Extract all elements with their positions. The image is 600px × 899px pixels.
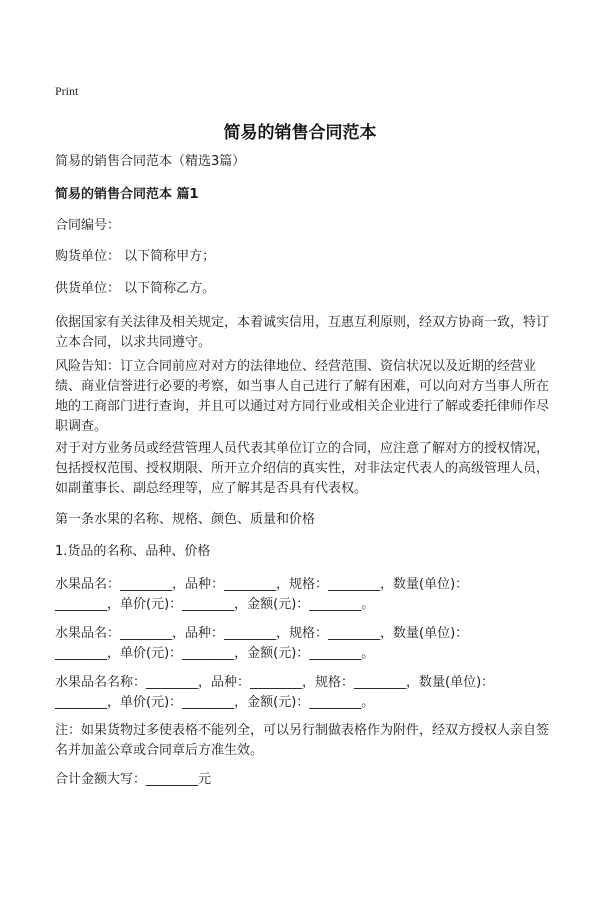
article-1-heading: 第一条水果的名称、规格、颜色、质量和价格 [55, 512, 316, 527]
paragraph-intro: 依据国家有关法律及相关规定，本着诚实信用，互惠互利原则，经双方协商一致，特订立本合同，以求共同遵守。 [55, 315, 550, 350]
fruit-row-1-line-2: ________，单价(元)：________，金额(元)：________。 [55, 597, 375, 612]
section-heading: 简易的销售合同范本 篇1 [55, 187, 199, 202]
fruit-row-1-line-1: 水果品名：________，品种：________，规格：________，数量(单位)： [55, 577, 469, 592]
buyer-line: 购货单位： 以下简称甲方； [55, 249, 216, 264]
paragraph-agent: 对于对方业务员或经营管理人员代表其单位订立的合同，应注意了解对方的授权情况，包括授权范围、授权期限、所开立介绍信的真实性，对非法定代表人的高级管理人员，如副董事长、副总经理等，应了解其是否具有代表权。 [55, 441, 550, 496]
print-label: Print [55, 84, 79, 98]
fruit-row-3-line-1: 水果品名名称：________，品种：________，规格：________，数量(单位)： [55, 675, 495, 690]
paragraph-risk: 风险告知：订立合同前应对对方的法律地位、经营范围、资信状况以及近期的经营业绩、商业信誉进行必要的考察，如当事人自己进行了解有困难，可以向对方当事人所在地的工商部门进行查询，并且可以通过对方同行业或相关企业进行了解或委托律师作尽职调查。 [55, 359, 550, 434]
item-1-heading: 1.货品的名称、品种、价格 [55, 544, 211, 559]
note-paragraph: 注：如果货物过多使表格不能列全，可以另行制做表格作为附件，经双方授权人亲自签名并加盖公章或合同章后方准生效。 [55, 723, 550, 758]
fruit-row-2-line-1: 水果品名：________，品种：________，规格：________，数量(单位)： [55, 626, 469, 641]
seller-line: 供货单位： 以下简称乙方。 [55, 281, 216, 296]
fruit-row-3-line-2: ________，单价(元)：________，金额(元)：________。 [55, 695, 375, 710]
contract-number: 合同编号： [55, 218, 121, 233]
total-amount-line: 合计金额大写：________元 [55, 772, 212, 787]
fruit-row-2-line-2: ________，单价(元)：________，金额(元)：________。 [55, 646, 375, 661]
subtitle: 简易的销售合同范本（精选3篇） [55, 154, 246, 169]
page-title: 简易的销售合同范本 [223, 123, 377, 143]
